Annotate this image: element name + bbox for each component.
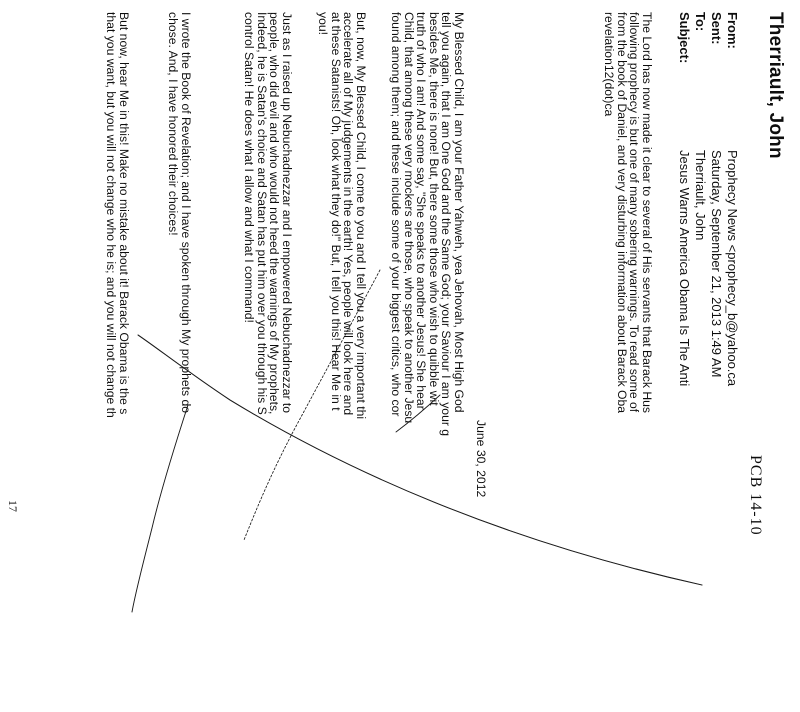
body-line: people, who did evil and who would not heed the warnings of My prophets, [267,12,282,415]
header-subject-label: Subject: [677,12,692,64]
body-line: you! [316,12,331,36]
body-line: found among them; and these include some of your biggest critics, who cor [389,12,404,417]
header-from-value: Prophecy News <prophecy_b@yahoo.ca [725,150,740,387]
header-to-label: To: [693,12,708,32]
message-date: June 30, 2012 [474,420,488,498]
pen-stroke-short [396,395,440,432]
intro-line: from the book of Daniel, and very disturbing information about Barack Oba [614,12,629,414]
intro-line: revelation12(dot)ca [602,12,617,117]
document-id: PCB 14-10 [747,455,764,536]
body-line: besides Me, there is none! But, there some those who wish to quibble wit [426,12,441,406]
header-sent-label: Sent: [709,12,724,45]
pen-stroke-long [138,335,702,585]
body-line: I wrote the Book of Revelation; and I have spoken through My prophets do [179,12,193,414]
sender-name: Therriault, John [765,12,786,159]
pen-stroke-lower [132,405,188,612]
intro-line: The Lord has now made it clear to several of His servants that Barack Hus [640,12,654,414]
pen-stroke-dotted [244,270,380,540]
body-line: chose. And, I have honored their choices! [166,12,181,236]
body-line: accelerate all of My judgements in the earth! Yes, people will look here and [341,12,356,416]
body-line: Just as I raised up Nebuchadnezzar and I empowered Nebuchadnezzar to [280,12,294,414]
header-to-value: Therriault, John [693,150,708,241]
body-line: at these Satanists! Oh, look what they do!" But, I tell you this! Hear Me in t [328,12,343,411]
body-line: control Satan! He does what I allow and what I command! [242,12,257,323]
body-line: But now, hear Me in this! Make no mistake about it! Barack Obama is the s [117,12,131,415]
body-line: But, now, My Blessed Child, I come to you and I tell you a very important thi [354,12,368,420]
body-line: Child, that among these very mockers are those, who speak to another Jesu [401,12,416,424]
header-sent-value: Saturday, September 21, 2013 1:49 AM [709,150,724,378]
body-line: Indeed, he is Satan's choice and Satan has put him over you through his S [254,12,269,415]
page-number: 17 [6,500,20,512]
body-line: truth of who I am! And some say, "She speaks to another Jesus! She hear [414,12,429,410]
body-line: that you want, but you will not change who he is; and you will not change th [104,12,119,418]
header-subject-value: Jesus Warns America Obama Is The Anti [677,150,692,387]
header-from-label: From: [725,12,740,49]
intro-line: following prophecy is but one of many sobering warnings. To read some of [627,12,642,413]
body-line: tell you again, that I am One God and the Same God; your Saviour I am your g [439,12,454,437]
body-line: My Blessed Child, I am your Father Yahweh, yea Jehovah, Most High God [452,12,466,413]
